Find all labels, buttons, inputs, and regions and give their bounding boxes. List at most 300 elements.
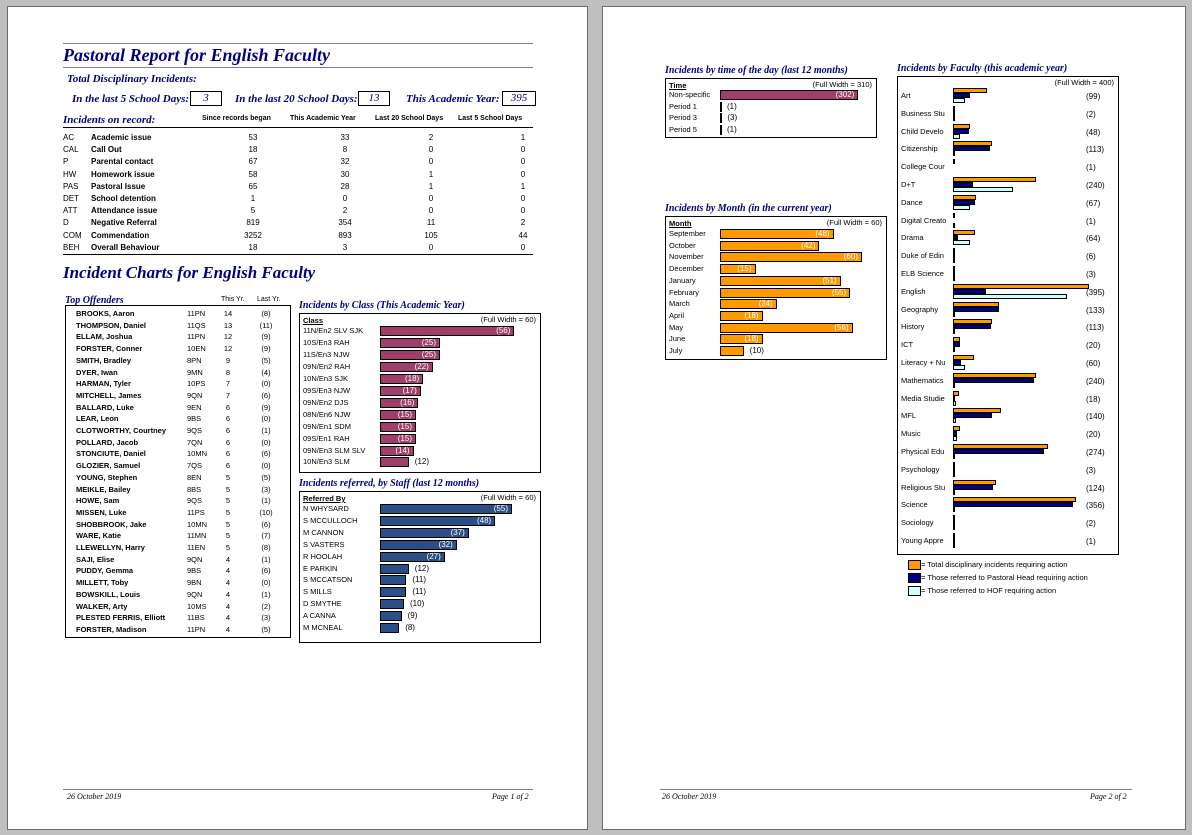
- col-header-last20: Last 20 School Days: [375, 115, 444, 122]
- incident-since: 67: [248, 157, 258, 167]
- category-label: February: [669, 287, 700, 297]
- incident-last20: 11: [426, 218, 436, 228]
- incident-code: COM: [63, 230, 82, 240]
- faculty-label: College Cour: [901, 162, 945, 172]
- incident-last20: 0: [428, 242, 434, 252]
- category-label: S MILLS: [303, 587, 332, 597]
- incident-code: CAL: [63, 145, 79, 155]
- faculty-value-label: (60): [1086, 359, 1101, 368]
- category-label: 09N/En2 RAH: [303, 361, 351, 371]
- bar-value-label: (12): [414, 457, 430, 467]
- offender-name: ELLAM, Joshua: [76, 332, 133, 342]
- incident-code: HW: [63, 169, 77, 179]
- chart-frame: [665, 78, 877, 138]
- incidents-heading: Incidents on record:: [63, 114, 156, 126]
- category-label: September: [669, 229, 706, 238]
- offender-name: CLOTWORTHY, Courtney: [76, 426, 166, 435]
- faculty-bar-hof: [953, 418, 956, 423]
- bar-value-label: (37): [450, 527, 465, 537]
- incident-last20: 1: [428, 169, 434, 179]
- offender-name: MISSEN, Luke: [76, 507, 127, 517]
- category-label: 08N/En6 NJW: [303, 409, 351, 419]
- bar-mark: [380, 587, 406, 597]
- offender-last-year: (6): [261, 566, 271, 576]
- chart-frame: [665, 216, 887, 360]
- bar-mark: [380, 457, 409, 467]
- chart-full-width: (Full Width = 60): [480, 493, 536, 502]
- offender-row: [66, 448, 290, 459]
- bar-value-label: (17): [402, 385, 417, 395]
- chart-title: Incidents by time of the day (last 12 months): [665, 65, 848, 76]
- faculty-bar-hof: [953, 454, 955, 459]
- year-value: 395: [502, 91, 536, 106]
- offender-last-year: (9): [261, 402, 271, 412]
- offender-form: 11MN: [187, 531, 207, 541]
- incident-row: [63, 169, 533, 181]
- incident-last5: 0: [520, 194, 526, 203]
- incident-last5: 1: [520, 133, 526, 142]
- offender-row: [66, 554, 290, 565]
- faculty-value-label: (113): [1086, 323, 1105, 333]
- bar-value-label: (9): [407, 611, 418, 621]
- bar-mark: [380, 599, 404, 609]
- col-header-since: Since records began: [202, 115, 271, 122]
- offender-this-year: 6: [225, 414, 231, 424]
- bar-value-label: (48): [476, 515, 492, 525]
- faculty-label: Young Appre: [901, 536, 944, 545]
- category-label: 09S/En3 NJW: [303, 385, 351, 395]
- incident-name: Academic issue: [91, 133, 152, 142]
- offender-this-year: 12: [223, 332, 233, 342]
- offender-last-year: (11): [259, 320, 273, 330]
- offender-last-year: (3): [261, 484, 271, 494]
- offender-name: SAJI, Elise: [76, 554, 115, 564]
- report-title: Pastoral Report for English Faculty: [63, 45, 331, 65]
- offender-row: [66, 589, 290, 600]
- faculty-value-label: (6): [1086, 252, 1096, 262]
- category-label: Non-specific: [669, 90, 711, 99]
- offender-name: PLESTED FERRIS, Elliott: [76, 613, 166, 623]
- offender-this-year: 4: [225, 601, 231, 611]
- top-offenders-title: Top Offenders: [65, 295, 124, 306]
- bar-mark: [720, 125, 722, 135]
- bar-value-label: (10): [749, 346, 764, 355]
- offender-last-year: (5): [261, 472, 271, 482]
- bar-value-label: (8): [405, 623, 415, 632]
- offender-form: 9BS: [187, 414, 202, 424]
- this-yr-header: This Yr.: [221, 296, 245, 303]
- incident-last20: 0: [428, 145, 434, 155]
- col-header-year: This Academic Year: [290, 115, 356, 122]
- category-label: A CANNA: [303, 611, 336, 621]
- incident-row: [63, 205, 533, 217]
- category-label: M CANNON: [303, 527, 344, 537]
- faculty-label: Religious Stu: [901, 482, 946, 492]
- offender-name: BROOKS, Aaron: [76, 309, 135, 318]
- offender-row: [66, 530, 290, 541]
- faculty-bar-hof: [953, 151, 955, 156]
- bar-mark: [720, 102, 722, 112]
- offender-form: 9QS: [187, 496, 203, 506]
- bar-value-label: (11): [412, 587, 427, 597]
- faculty-value-label: (48): [1086, 127, 1101, 137]
- offender-last-year: (9): [261, 344, 271, 354]
- faculty-value-label: (20): [1086, 430, 1101, 440]
- last20-label: In the last 20 School Days:: [235, 93, 358, 105]
- offender-row: [66, 484, 290, 495]
- incident-last5: 1: [520, 181, 526, 191]
- chart-title: Incidents by Class (This Academic Year): [299, 300, 465, 311]
- faculty-value-label: (2): [1086, 109, 1096, 119]
- bar-mark: [380, 623, 399, 633]
- bar-value-label: (32): [438, 539, 453, 549]
- offender-form: 9EN: [187, 402, 202, 412]
- faculty-bar-hof: [953, 134, 960, 139]
- faculty-label: Geography: [901, 304, 939, 314]
- incident-code: ATT: [63, 206, 78, 216]
- incident-since: 18: [248, 145, 258, 155]
- offender-this-year: 5: [225, 472, 231, 482]
- chart-full-width: (Full Width = 60): [480, 315, 536, 324]
- faculty-bar-hof: [953, 347, 955, 352]
- offender-last-year: (0): [261, 414, 271, 424]
- offender-form: 10PS: [187, 379, 206, 389]
- incident-code: AC: [63, 133, 75, 142]
- faculty-label: Music: [901, 429, 921, 439]
- chart-full-width: (Full Width = 400): [1054, 78, 1114, 87]
- offender-last-year: (1): [261, 554, 271, 564]
- faculty-bar-hof: [953, 383, 955, 388]
- title-rule-top: [63, 43, 533, 44]
- chart-header: Class: [303, 316, 324, 325]
- offender-this-year: 14: [223, 309, 233, 318]
- incident-year: 8: [342, 145, 348, 155]
- incident-year: 0: [342, 194, 348, 203]
- incident-code: D: [63, 218, 69, 228]
- faculty-bar-hof: [953, 490, 955, 495]
- faculty-value-label: (274): [1086, 448, 1105, 457]
- faculty-bar-hof: [953, 543, 955, 548]
- offender-last-year: (3): [261, 613, 271, 623]
- offender-row: [66, 378, 290, 389]
- offender-last-year: (2): [261, 601, 271, 611]
- incident-last20: 0: [428, 206, 434, 216]
- incident-last20: 0: [428, 194, 434, 203]
- bar-value-label: (15): [397, 409, 412, 419]
- category-label: Period 5: [669, 124, 697, 134]
- incident-name: Call Out: [91, 145, 122, 155]
- offender-this-year: 13: [223, 320, 233, 330]
- category-label: July: [669, 346, 683, 355]
- chart-frame: [299, 491, 541, 643]
- offender-name: MILLETT, Toby: [76, 578, 129, 588]
- incident-name: Homework issue: [91, 169, 155, 179]
- chart-frame: [299, 313, 541, 473]
- legend-swatch: [908, 560, 921, 570]
- incident-name: Negative Referral: [91, 218, 157, 228]
- faculty-value-label: (140): [1086, 412, 1105, 422]
- incident-last5: 0: [520, 242, 526, 252]
- incident-year: 2: [342, 206, 348, 216]
- incident-last20: 2: [428, 133, 434, 142]
- offender-this-year: 6: [225, 426, 231, 435]
- incident-last5: 0: [520, 206, 526, 216]
- offender-form: 11PN: [187, 332, 206, 342]
- bar-value-label: (11): [412, 575, 427, 585]
- offender-form: 10MN: [187, 519, 208, 529]
- faculty-bar-hof: [953, 436, 957, 441]
- last5-label: In the last 5 School Days:: [72, 93, 190, 105]
- offender-row: [66, 472, 290, 483]
- bar-value-label: (55): [493, 504, 508, 513]
- category-label: 10N/En3 SLM: [303, 457, 350, 467]
- bar-value-label: (18): [744, 310, 759, 320]
- incident-last5: 2: [520, 218, 526, 228]
- faculty-value-label: (356): [1086, 501, 1105, 511]
- offender-form: 11PS: [187, 507, 205, 517]
- offender-this-year: 4: [225, 613, 231, 623]
- offender-row: [66, 577, 290, 588]
- legend-label: = Those referred to HOF requiring action: [921, 586, 1057, 595]
- offender-row: [66, 413, 290, 424]
- offender-last-year: (1): [261, 496, 271, 506]
- offender-row: [66, 460, 290, 471]
- bar-value-label: (25): [421, 337, 436, 347]
- faculty-bar-pastoral: [953, 502, 1073, 507]
- offender-row: [66, 343, 290, 354]
- chart-title: Incidents by Month (in the current year): [665, 203, 832, 214]
- faculty-bar-pastoral: [953, 324, 991, 329]
- incident-year: 3: [342, 242, 348, 252]
- faculty-label: Science: [901, 500, 928, 510]
- faculty-bar-hof: [953, 116, 955, 121]
- incident-row: [63, 217, 533, 229]
- chart-full-width: (Full Width = 310): [812, 80, 872, 89]
- offender-this-year: 5: [225, 543, 231, 552]
- faculty-bar-hof: [953, 223, 955, 228]
- incident-row: [63, 132, 533, 144]
- offender-row: [66, 437, 290, 448]
- category-label: January: [669, 275, 696, 285]
- bar-mark: [720, 346, 744, 356]
- incident-row: [63, 242, 533, 254]
- incident-since: 819: [246, 218, 260, 228]
- offender-this-year: 6: [225, 437, 231, 447]
- faculty-bar-hof: [953, 507, 955, 512]
- offender-last-year: (5): [261, 624, 271, 634]
- category-label: M MCNEAL: [303, 623, 343, 632]
- offender-this-year: 5: [225, 531, 231, 541]
- category-label: N WHYSARD: [303, 504, 349, 513]
- incident-last20: 0: [428, 157, 434, 167]
- faculty-label: Media Studie: [901, 393, 945, 403]
- last20-value: 13: [358, 91, 390, 106]
- offender-last-year: (10): [259, 507, 273, 517]
- faculty-bar-hof: [953, 312, 955, 317]
- incident-name: Commendation: [91, 230, 150, 240]
- footer-rule: [63, 789, 533, 790]
- faculty-bar-pastoral: [953, 413, 992, 418]
- offender-form: 9QS: [187, 426, 203, 435]
- bar-value-label: (10): [410, 599, 425, 609]
- legend-label: = Those referred to Pastoral Head requiring action: [921, 573, 1088, 582]
- bar-mark: [380, 611, 402, 621]
- offender-form: 8PN: [187, 355, 202, 365]
- faculty-value-label: (3): [1086, 270, 1096, 279]
- bar-value-label: (51): [822, 275, 837, 285]
- incident-since: 5: [250, 206, 256, 216]
- bar-mark: [380, 575, 406, 585]
- offender-name: LLEWELLYN, Harry: [76, 543, 145, 552]
- offender-name: WALKER, Arty: [76, 601, 128, 611]
- bar-value-label: (56): [496, 326, 511, 335]
- faculty-label: Physical Edu: [901, 447, 945, 456]
- category-label: R HOOLAH: [303, 551, 343, 561]
- offender-form: 9QN: [187, 589, 203, 599]
- category-label: 09S/En1 RAH: [303, 433, 350, 443]
- bar-value-label: (48): [815, 229, 830, 238]
- offender-row: [66, 542, 290, 553]
- category-label: 09N/En3 SLM SLV: [303, 445, 366, 455]
- report-page-1: [7, 6, 588, 830]
- faculty-label: Psychology: [901, 464, 940, 474]
- chart-header: Month: [669, 219, 692, 228]
- faculty-value-label: (20): [1086, 341, 1101, 351]
- chart-header: Referred By: [303, 494, 346, 503]
- bar-value-label: (55): [831, 287, 847, 297]
- category-label: S MCCULLOCH: [303, 515, 358, 525]
- incident-year: 30: [340, 169, 350, 179]
- incident-year: 354: [338, 218, 352, 228]
- bar-value-label: (25): [421, 349, 436, 359]
- incident-last20: 1: [428, 181, 434, 191]
- offender-name: MITCHELL, James: [76, 390, 142, 400]
- offender-row: [66, 495, 290, 506]
- category-label: 11S/En3 NJW: [303, 349, 350, 359]
- category-label: S VASTERS: [303, 539, 345, 549]
- offender-row: [66, 320, 290, 331]
- faculty-value-label: (18): [1086, 394, 1101, 404]
- offender-form: 7QN: [187, 437, 203, 447]
- bar-mark: [720, 113, 722, 123]
- offender-form: 10MS: [187, 601, 207, 611]
- offender-row: [66, 519, 290, 530]
- offender-this-year: 4: [225, 554, 231, 564]
- category-label: March: [669, 299, 690, 309]
- faculty-label: Art: [901, 91, 911, 100]
- bar-value-label: (302): [835, 90, 855, 99]
- footer-page-2: Page 2 of 2: [1090, 792, 1127, 801]
- offender-this-year: 6: [225, 402, 231, 412]
- offender-this-year: 9: [225, 355, 231, 365]
- offender-name: FORSTER, Conner: [76, 344, 143, 354]
- offender-last-year: (0): [261, 578, 271, 588]
- offender-form: 11BS: [187, 613, 205, 623]
- faculty-value-label: (113): [1086, 145, 1105, 155]
- category-label: Period 3: [669, 113, 697, 122]
- offender-name: WARE, Katie: [76, 531, 122, 541]
- bar-mark: [380, 564, 409, 574]
- bar-value-label: (22): [414, 361, 429, 371]
- offender-name: FORSTER, Madison: [76, 624, 147, 634]
- faculty-bar-hof: [953, 294, 1067, 299]
- incident-code: P: [63, 157, 69, 167]
- category-label: 10S/En3 RAH: [303, 337, 350, 347]
- faculty-bar-hof: [953, 365, 965, 370]
- faculty-value-label: (2): [1086, 519, 1096, 529]
- faculty-bar-pastoral: [953, 378, 1034, 383]
- offender-row: [66, 565, 290, 576]
- incident-name: Parental contact: [91, 157, 154, 167]
- charts-title: Incident Charts for English Faculty: [63, 263, 316, 282]
- offender-this-year: 4: [225, 624, 231, 634]
- offender-last-year: (5): [261, 355, 271, 365]
- faculty-label: History: [901, 322, 925, 332]
- faculty-label: Duke of Edin: [901, 251, 944, 261]
- incident-last20: 105: [424, 230, 438, 240]
- offender-this-year: 5: [225, 484, 231, 494]
- last-yr-header: Last Yr.: [257, 296, 281, 303]
- offender-name: GLOZIER, Samuel: [76, 461, 141, 471]
- incident-row: [63, 230, 533, 242]
- faculty-bar-pastoral: [953, 449, 1044, 454]
- faculty-bar-hof: [953, 187, 1013, 192]
- faculty-label: MFL: [901, 411, 916, 421]
- offender-last-year: (8): [261, 543, 271, 552]
- category-label: November: [669, 252, 704, 262]
- bar-value-label: (42): [801, 240, 816, 250]
- offender-row: [66, 331, 290, 342]
- faculty-label: Literacy + Nu: [901, 358, 946, 367]
- category-label: 11N/En2 SLV SJK: [303, 326, 364, 335]
- offender-last-year: (8): [261, 309, 271, 318]
- offender-this-year: 4: [225, 566, 231, 576]
- incident-since: 65: [248, 181, 258, 191]
- footer-page: Page 1 of 2: [492, 792, 529, 801]
- offender-form: 11QS: [187, 320, 206, 330]
- footer-rule-2: [660, 789, 1132, 790]
- legend-label: = Total disciplinary incidents requiring action: [921, 560, 1068, 569]
- faculty-bar-pastoral: [953, 307, 999, 312]
- offender-row: [66, 402, 290, 413]
- offender-form: 8BS: [187, 484, 202, 494]
- faculty-bar-pastoral: [953, 146, 990, 151]
- offender-last-year: (9): [261, 332, 271, 342]
- incidents-table-rule: [63, 127, 533, 128]
- offender-name: MEIKLE, Bailey: [76, 484, 131, 494]
- category-label: October: [669, 240, 696, 250]
- report-page-2: [602, 6, 1186, 830]
- offender-last-year: (6): [261, 449, 271, 459]
- bar-value-label: (15): [397, 433, 412, 443]
- offender-this-year: 5: [225, 519, 231, 529]
- offender-name: DYER, Iwan: [76, 367, 118, 377]
- faculty-bar-hof: [953, 276, 955, 281]
- offender-name: THOMPSON, Daniel: [76, 320, 147, 330]
- legend-swatch: [908, 586, 921, 596]
- offender-form: 9MN: [187, 367, 203, 377]
- year-label: This Academic Year:: [406, 93, 500, 105]
- incident-year: 28: [340, 181, 350, 191]
- offender-this-year: 4: [225, 589, 231, 599]
- incident-last5: 0: [520, 169, 526, 179]
- faculty-value-label: (67): [1086, 198, 1101, 208]
- category-label: Period 1: [669, 101, 697, 111]
- faculty-bar-hof: [953, 472, 955, 477]
- offender-name: BOWSKILL, Louis: [76, 589, 141, 599]
- category-label: E PARKIN: [303, 563, 338, 573]
- offender-this-year: 4: [225, 578, 231, 588]
